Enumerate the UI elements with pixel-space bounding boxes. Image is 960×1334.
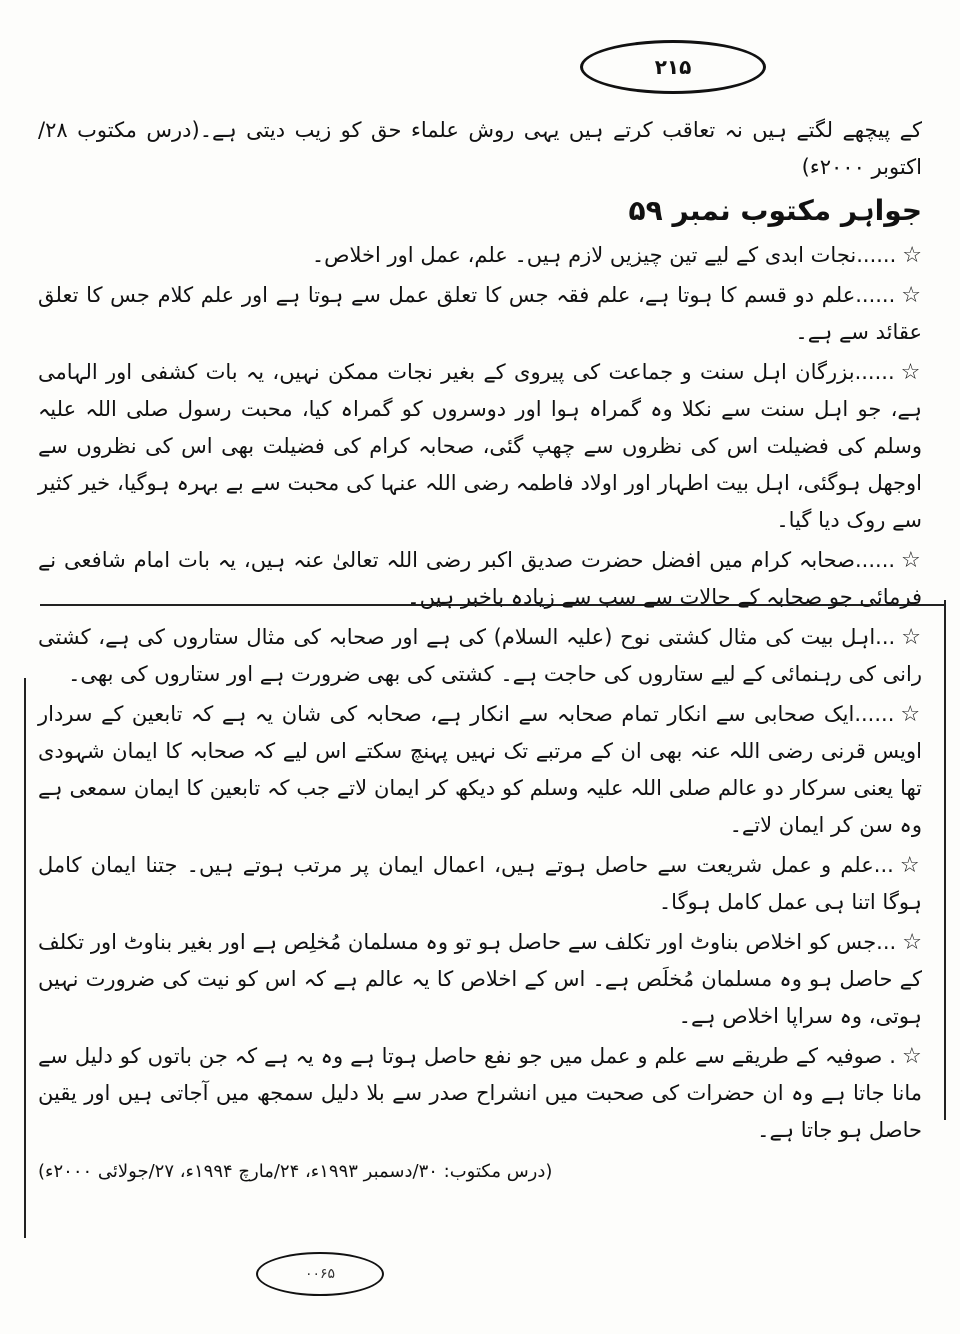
star-bullet-icon: ☆ [900, 702, 922, 727]
list-item [38, 847, 922, 921]
list-item [38, 924, 922, 1035]
footer-page-badge [256, 1252, 384, 1296]
page-content [38, 112, 922, 1208]
list-item-text: . صوفیہ کے طریقے سے علم و عمل میں جو نفع حاصل ہوتا ہے وہ یہ ہے کہ جن باتوں کو دلیل سے مانا جاتا ہے وہ ان حضرات کی صحبت میں انشراح صدر سے بلا دلیل سمجھ میں آجاتی ہیں اور یقین حاصل ہو جاتا ہے۔ [38, 1044, 922, 1142]
list-item-text: ......بزرگان اہل سنت و جماعت کی پیروی کے بغیر نجات ممکن نہیں، یہ بات کشفی اور الہامی ہے، جو اہل سنت سے نکلا وہ گمراہ ہوا اور دوسروں کو گمراہ کیا، محبت رسول صلی اللہ علیہ وسلم کی فضیلت اس کی نظروں سے چھپ گئی، صحابہ کرام کی فضیلت بھی اس کی نظروں سے اوجھل ہوگئی، اہل بیت اطہار اور اولاد فاطمہ رضی اللہ عنہا کی محبت سے بے بہرہ ہوگیا، خیر کثیر سے روک دیا گیا۔ [38, 360, 922, 532]
list-item-text: ......نجات ابدی کے لیے تین چیزیں لازم ہیں۔ علم، عمل اور اخلاص۔ [311, 243, 897, 267]
list-item [38, 1038, 922, 1149]
page-number-badge [580, 40, 766, 94]
list-item-text: ...اہل بیت کی مثال کشتی نوح (علیہ السلام) کی ہے اور صحابہ کی مثال ستاروں کی ہے، کشتی رانی کی رہنمائی کے لیے ستاروں کی حاجت ہے۔ کشتی کی بھی ضرورت ہے اور ستاروں کی بھی۔ [38, 625, 922, 686]
list-item [38, 542, 922, 616]
list-item-text: ......صحابہ کرام میں افضل حضرت صدیق اکبر رضی اللہ تعالیٰ عنہ ہیں، یہ بات امام شافعی نے فرمائی جو صحابہ کے حالات سے سب سے زیادہ باخبر ہیں۔ [38, 548, 922, 609]
star-bullet-icon: ☆ [901, 1044, 922, 1069]
page-number: ۲۱۵ [654, 55, 692, 79]
right-margin-rule [944, 600, 946, 1120]
list-item-text: ...جس کو اخلاص بناوٹ اور تکلف سے حاصل ہو تو وہ مسلمان مُخلِص ہے اور بغیر بناوٹ اور تکلف کے حاصل ہو وہ مسلمان مُخلَص ہے۔ اس کے اخلاص کا یہ عالم ہے کہ اس کو نیت کی ضرورت نہیں ہوتی، وہ سراپا اخلاص ہے۔ [38, 930, 922, 1028]
star-bullet-icon: ☆ [900, 360, 922, 385]
section-heading: جواہر مکتوب نمبر ۵۹ [628, 194, 922, 227]
list-item-text: ...علم و عمل شریعت سے حاصل ہوتے ہیں، اعمال ایمان پر مرتب ہوتے ہیں۔ جتنا ایمان کامل ہوگا اتنا ہی عمل کامل ہوگا۔ [38, 853, 922, 914]
list-item [38, 277, 922, 351]
star-bullet-icon: ☆ [902, 930, 922, 955]
star-bullet-icon: ☆ [902, 243, 922, 268]
list-item [38, 696, 922, 844]
intro-paragraph: کے پیچھے لگتے ہیں نہ تعاقب کرتے ہیں یہی روش علماء حق کو زیب دیتی ہے۔(درس مکتوب ۲۸/اکتوبر ۲۰۰۰ء) [38, 118, 922, 179]
star-bullet-icon: ☆ [901, 548, 922, 573]
list-item-text: ......ایک صحابی سے انکار تمام صحابہ سے انکار ہے، صحابہ کی شان یہ ہے کہ تابعین کے سردار اویس قرنی رضی اللہ عنہ بھی ان کے مرتبے تک نہیں پہنچ سکتے اس لیے کہ صحابہ کا ایمان شہودی تھا یعنی سرکار دو عالم صلی اللہ علیہ وسلم کو دیکھ کر ایمان لاتے جب کہ تابعین کا ایمان سمعی ہے وہ سن کر ایمان لاتے۔ [38, 702, 923, 837]
list-item [38, 354, 922, 539]
left-margin-rule [24, 678, 26, 1238]
list-item [38, 237, 922, 274]
list-item [38, 619, 922, 693]
footer-page-label: ۰۰۶۵ [304, 1266, 336, 1282]
star-bullet-icon: ☆ [901, 283, 922, 308]
citation: (درس مکتوب: ۳۰/دسمبر ۱۹۹۳ء، ۲۴/مارچ ۱۹۹۴ء، ۲۷/جولائی ۲۰۰۰ء) [38, 1161, 553, 1182]
star-bullet-icon: ☆ [899, 853, 922, 878]
list-item-text: ......علم دو قسم کا ہوتا ہے، علم فقہ جس کا تعلق عمل سے ہوتا ہے اور علم کلام جس کا تعلق عقائد سے ہے۔ [38, 283, 922, 344]
star-bullet-icon: ☆ [901, 625, 922, 650]
